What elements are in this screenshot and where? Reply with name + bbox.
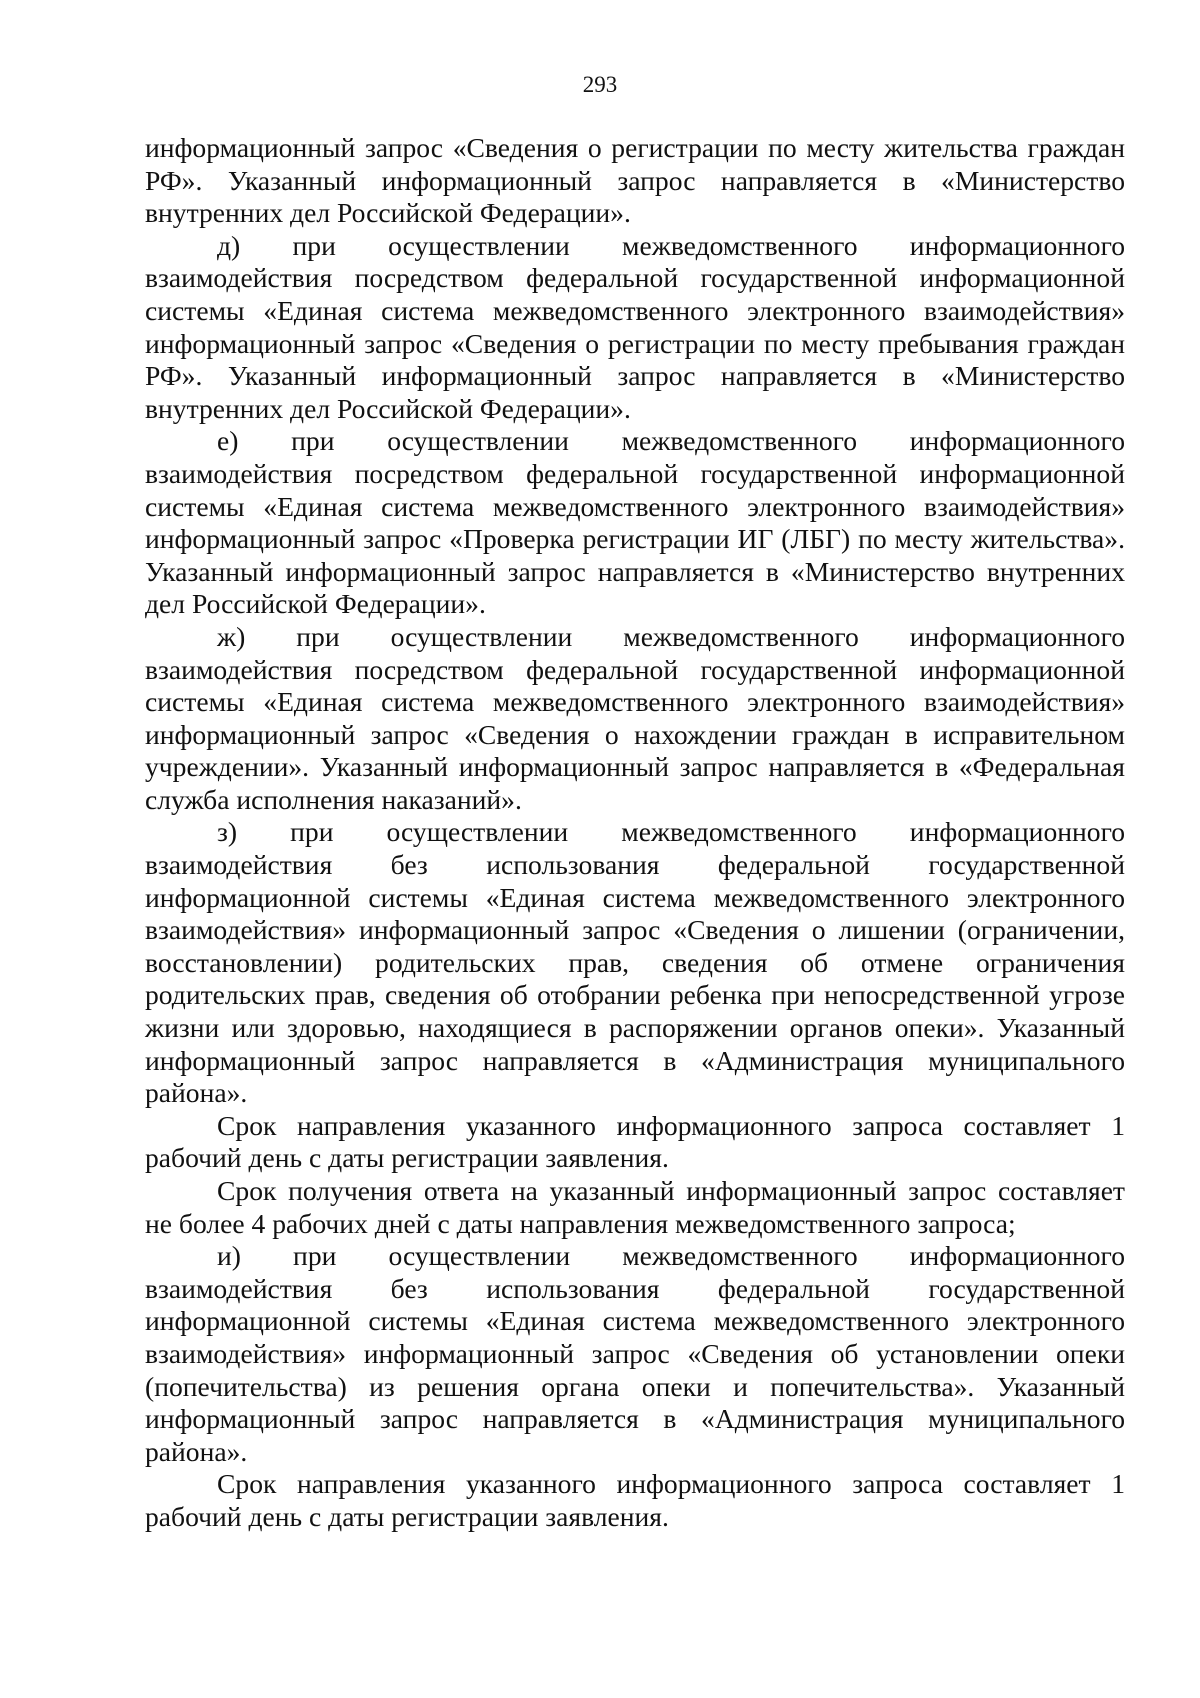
paragraph-item-i: и) при осуществлении межведомственного информационного взаимодействия без использования федеральной государственной информационной системы «Единая система межведомственного электронного взаимодействия» информационный запрос «Сведения об установлении опеки (попечительства) из решения органа опеки и попечительства». Указанный информационный запрос направляется в «Администрация муниципального района». bbox=[145, 1240, 1125, 1467]
paragraph-response-term: Срок получения ответа на указанный информационный запрос составляет не более 4 рабочих дней с даты направления межведомственного запроса; bbox=[145, 1175, 1125, 1239]
page-number: 293 bbox=[582, 72, 618, 97]
paragraph-item-z: з) при осуществлении межведомственного информационного взаимодействия без использования федеральной государственной информационной системы «Единая система межведомственного электронного взаимодействия» информационный запрос «Сведения о лишении (ограничении, восстановлении) родительских прав, сведения об отмене ограничения родительских прав, сведения об отобрании ребенка при непосредственной угрозе жизни или здоровью, находящиеся в распоряжении органов опеки». Указанный информационный запрос направляется в «Администрация муниципального района». bbox=[145, 816, 1125, 1109]
paragraph-send-term-2: Срок направления указанного информационного запроса составляет 1 рабочий день с даты регистрации заявления. bbox=[145, 1468, 1125, 1532]
paragraph-send-term-1: Срок направления указанного информационного запроса составляет 1 рабочий день с даты регистрации заявления. bbox=[145, 1109, 1125, 1174]
paragraph-item-e: е) при осуществлении межведомственного информационного взаимодействия посредством федеральной государственной информационной системы «Единая система межведомственного электронного взаимодействия» информационный запрос «Проверка регистрации ИГ (ЛБГ) по месту жительства». Указанный информационный запрос направляется в «Министерство внутренних дел Российской Федерации». bbox=[145, 425, 1125, 620]
paragraph-item-d: д) при осуществлении межведомственного информационного взаимодействия посредством федеральной государственной информационной системы «Единая система межведомственного электронного взаимодействия» информационный запрос «Сведения о регистрации по месту пребывания граждан РФ». Указанный информационный запрос направляется в «Министерство внутренних дел Российской Федерации». bbox=[145, 229, 1125, 424]
paragraph-continuation: информационный запрос «Сведения о регистрации по месту жительства граждан РФ». Указанный информационный запрос направляется в «Министерство внутренних дел Российской Федерации». bbox=[145, 132, 1125, 229]
document-body bbox=[145, 132, 1125, 1534]
paragraph-item-zh: ж) при осуществлении межведомственного информационного взаимодействия посредством федеральной государственной информационной системы «Единая система межведомственного электронного взаимодействия» информационный запрос «Сведения о нахождении граждан в исправительном учреждении». Указанный информационный запрос направляется в «Федеральная служба исполнения наказаний». bbox=[145, 620, 1125, 815]
